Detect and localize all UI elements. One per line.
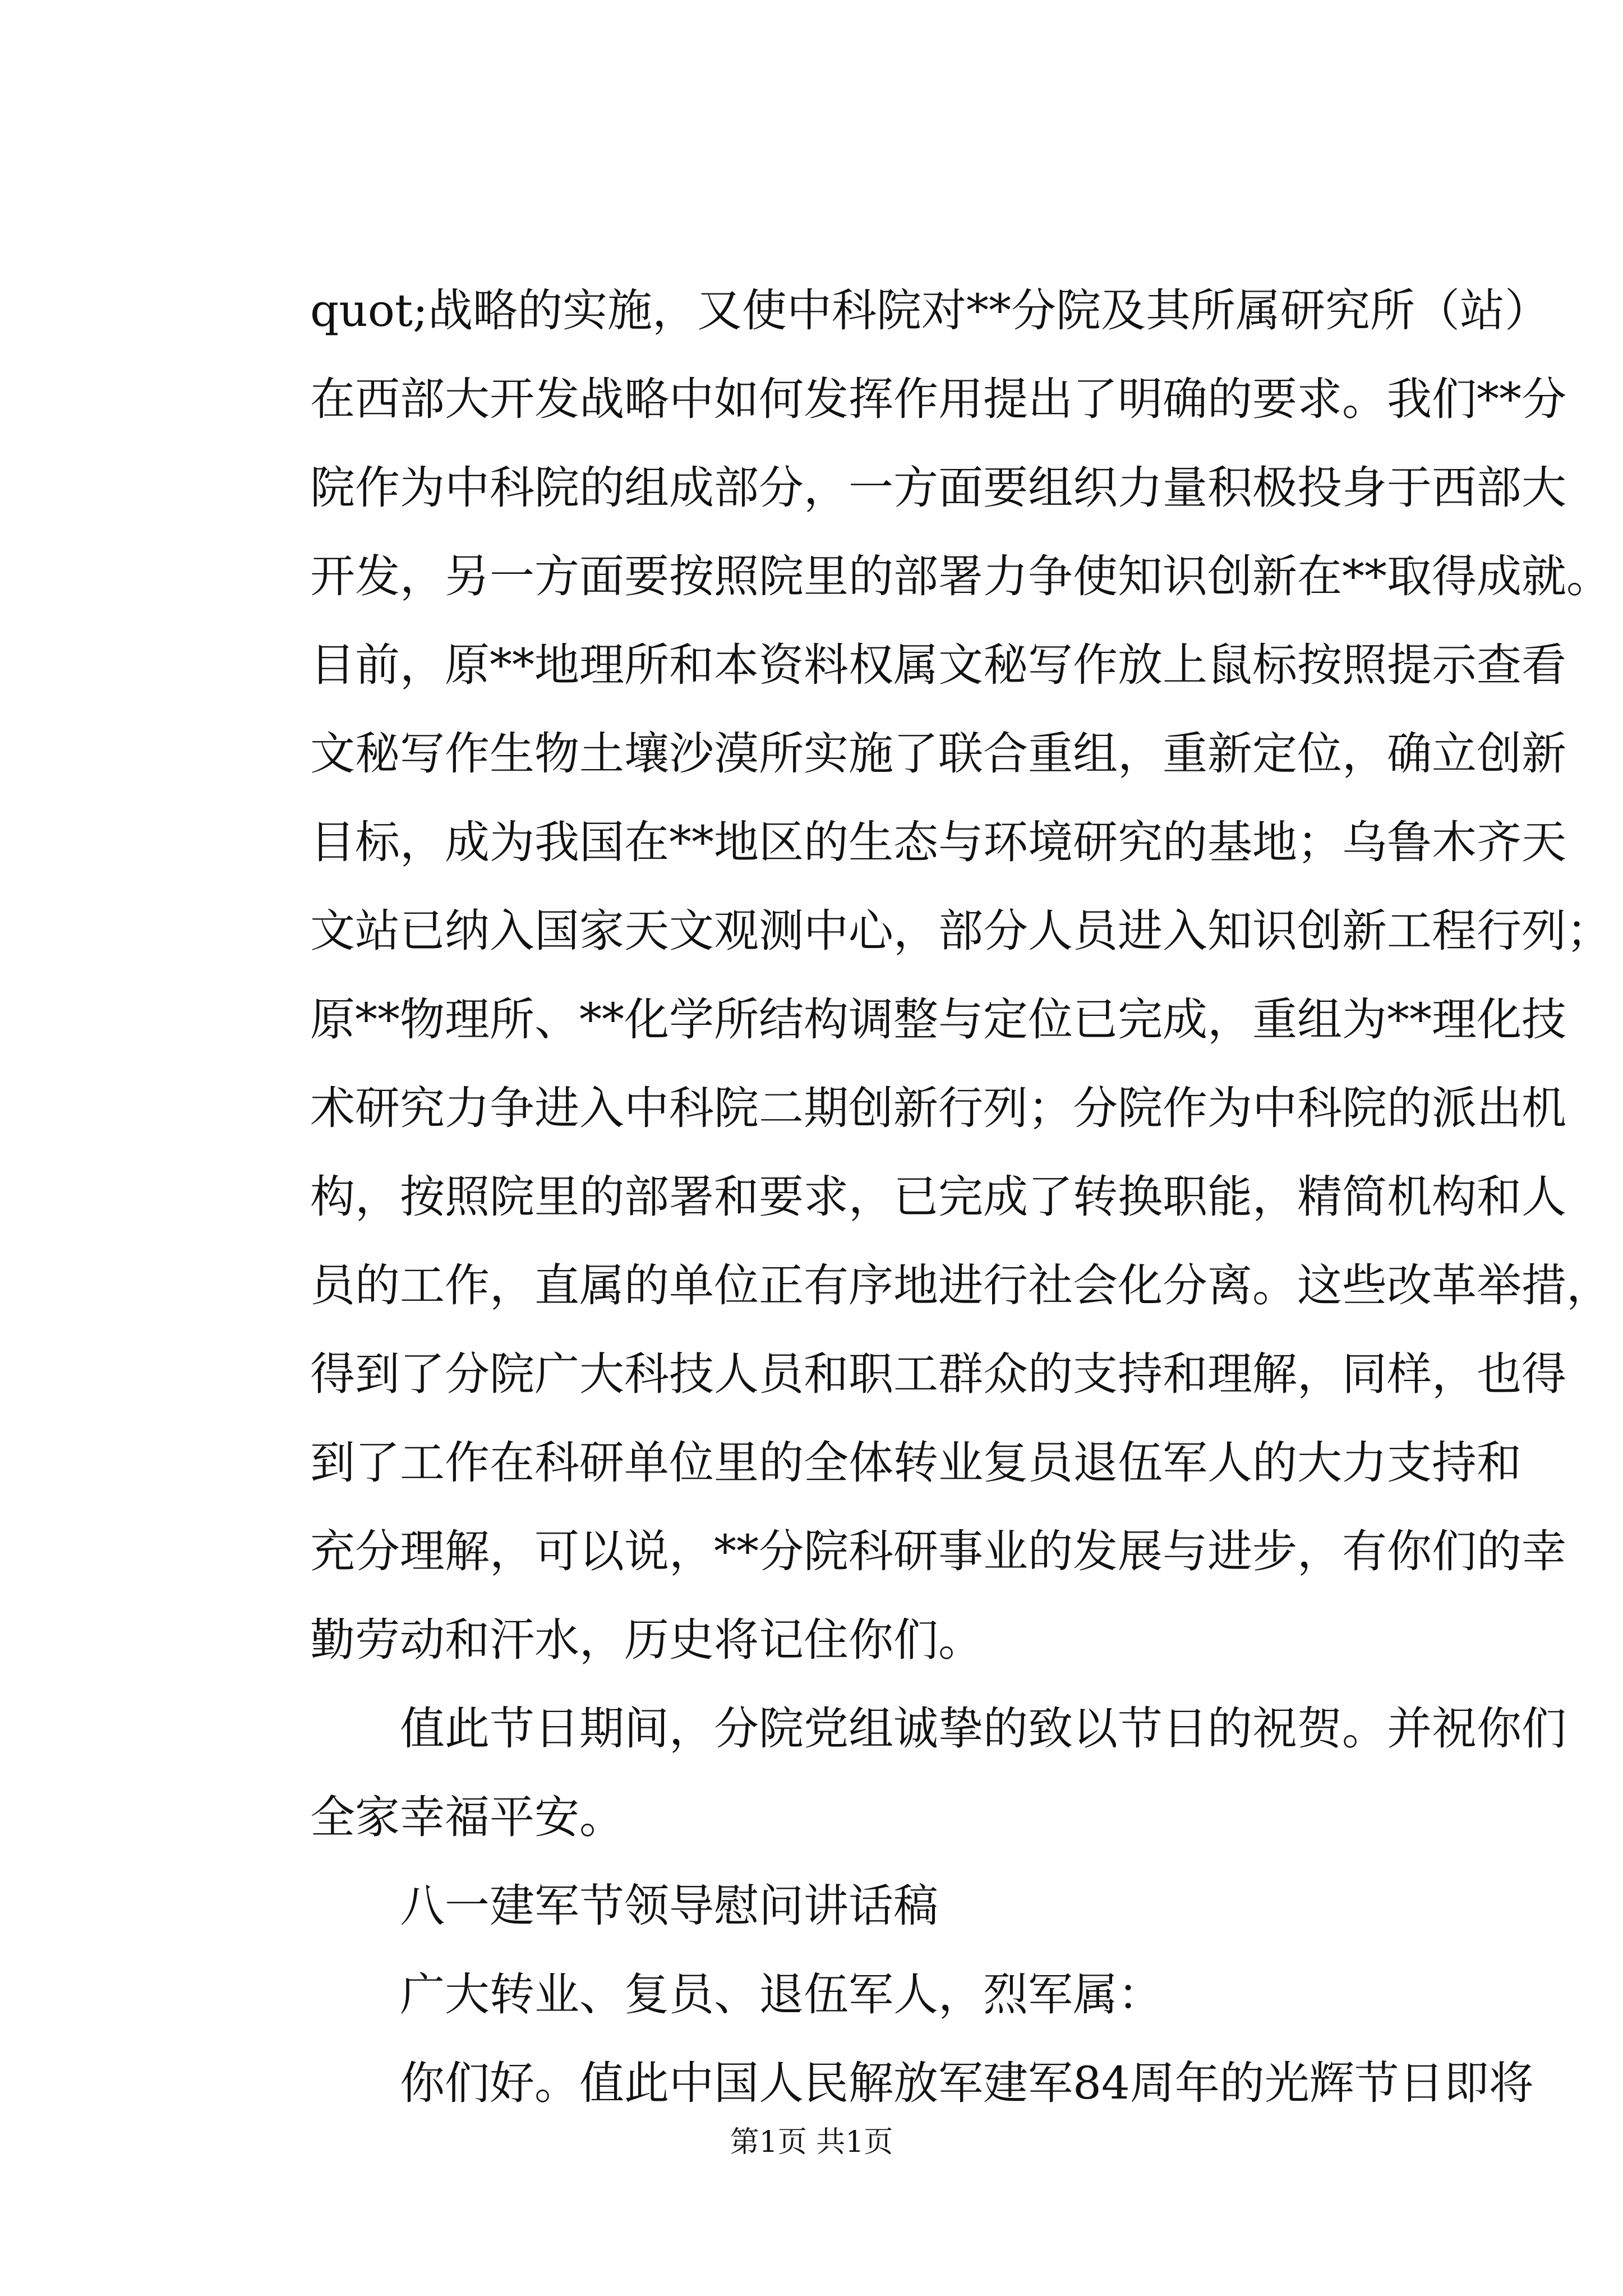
text-line: 得到了分院广大科技人员和职工群众的支持和理解，同样，也得 [310, 1348, 1566, 1400]
text-line: quot;战略的实施，又使中科院对**分院及其所属研究所（站） [310, 284, 1550, 337]
text-line: 到了工作在科研单位里的全体转业复员退伍军人的大力支持和 [310, 1437, 1521, 1489]
text-line: 目前，原**地理所和本资料权属文秘写作放上鼠标按照提示查看 [310, 639, 1566, 691]
text-line: 院作为中科院的组成部分，一方面要组织力量积极投身于西部大 [310, 462, 1566, 514]
text-line: 员的工作，直属的单位正有序地进行社会化分离。这些改革举措， [310, 1259, 1611, 1312]
text-line: 值此节日期间，分院党组诚挚的致以节日的祝贺。并祝你们 [400, 1703, 1566, 1755]
text-line: 文秘写作生物土壤沙漠所实施了联合重组，重新定位，确立创新 [310, 728, 1566, 780]
text-line: 术研究力争进入中科院二期创新行列；分院作为中科院的派出机 [310, 1082, 1566, 1134]
text-line: 目标，成为我国在**地区的生态与环境研究的基地；乌鲁木齐天 [310, 816, 1566, 868]
text-line: 构，按照院里的部署和要求，已完成了转换职能，精简机构和人 [310, 1171, 1566, 1223]
text-line: 全家幸福平安。 [310, 1791, 624, 1843]
page-footer: 第1页 共1页 [730, 2125, 893, 2159]
text-line: 开发，另一方面要按照院里的部署力争使知识创新在**取得成就。 [310, 550, 1611, 602]
text-line: 勤劳动和汗水，历史将记住你们。 [310, 1614, 983, 1666]
text-line: 文站已纳入国家天文观测中心，部分人员进入知识创新工程行列； [310, 905, 1611, 957]
text-line: 在西部大开发战略中如何发挥作用提出了明确的要求。我们**分 [310, 373, 1566, 425]
document-body [310, 266, 1611, 2128]
salutation: 广大转业、复员、退伍军人，烈军属： [400, 1968, 1163, 2021]
text-line: 充分理解，可以说，**分院科研事业的发展与进步，有你们的幸 [310, 1525, 1566, 1577]
section-title: 八一建军节领导慰问讲话稿 [400, 1880, 938, 1932]
text-line: 原**物理所、**化学所结构调整与定位已完成，重组为**理化技 [310, 993, 1566, 1046]
text-line: 你们好。值此中国人民解放军建军84周年的光辉节日即将 [400, 2057, 1534, 2109]
